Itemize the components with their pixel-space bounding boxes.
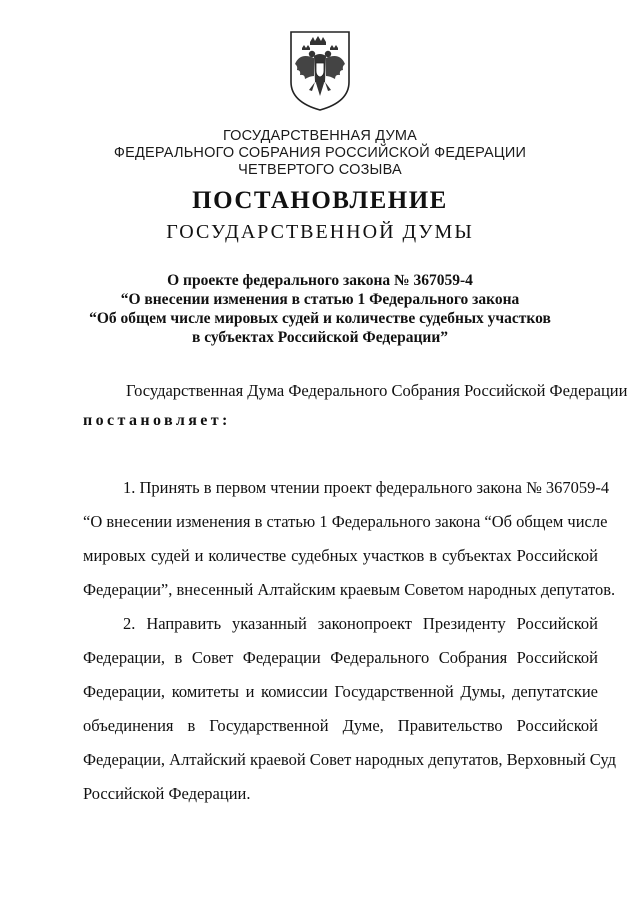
paragraph-2-line-6: Российской Федерации. — [83, 784, 251, 803]
header-line-2: ФЕДЕРАЛЬНОГО СОБРАНИЯ РОССИЙСКОЙ ФЕДЕРАЦИИ — [113, 145, 527, 161]
paragraph-2-line-4: объединения в Государственной Думе, Правительство Российской — [83, 716, 598, 735]
paragraph-2-line-5: Федерации, Алтайский краевой Совет народных депутатов, Верховный Суд — [83, 750, 616, 769]
subject-line-4: в субъектах Российской Федерации” — [191, 329, 449, 346]
paragraph-1-line-2: “О внесении изменения в статью 1 Федерального закона “Об общем числе — [83, 512, 608, 531]
subject-line-2: “О внесении изменения в статью 1 Федерального закона — [120, 291, 520, 308]
paragraph-1 — [83, 471, 616, 607]
decides-word: постановляет: — [83, 412, 231, 429]
paragraph-1-line-4: Федерации”, внесенный Алтайским краевым Советом народных депутатов. — [83, 580, 616, 599]
document-title: ПОСТАНОВЛЕНИЕ — [192, 187, 448, 214]
paragraph-2 — [83, 607, 616, 811]
document-subject — [0, 271, 640, 347]
paragraph-1-line-1: 1. Принять в первом чтении проект федерального закона № 367059-4 — [123, 478, 610, 497]
paragraph-2-line-2: Федерации, в Совет Федерации Федерального Собрания Российской — [83, 648, 598, 667]
issuer-header — [0, 128, 640, 179]
paragraph-2-line-1: 2. Направить указанный законопроект Президенту Российской — [123, 614, 598, 633]
header-line-1: ГОСУДАРСТВЕННАЯ ДУМА — [222, 128, 418, 144]
paragraph-1-line-3: мировых судей и количестве судебных участков в субъектах Российской — [83, 546, 598, 565]
header-line-3: ЧЕТВЕРТОГО СОЗЫВА — [238, 162, 402, 178]
subject-line-3: “Об общем числе мировых судей и количестве судебных участков — [89, 310, 551, 327]
subject-line-1: О проекте федерального закона № 367059-4 — [167, 272, 473, 289]
document-subtitle: ГОСУДАРСТВЕННОЙ ДУМЫ — [166, 221, 474, 243]
paragraph-2-line-3: Федерации, комитеты и комиссии Государственной Думы, депутатские — [83, 682, 598, 701]
preamble: Государственная Дума Федерального Собрания Российской Федерации — [126, 381, 628, 400]
coat-of-arms-icon — [288, 30, 352, 112]
